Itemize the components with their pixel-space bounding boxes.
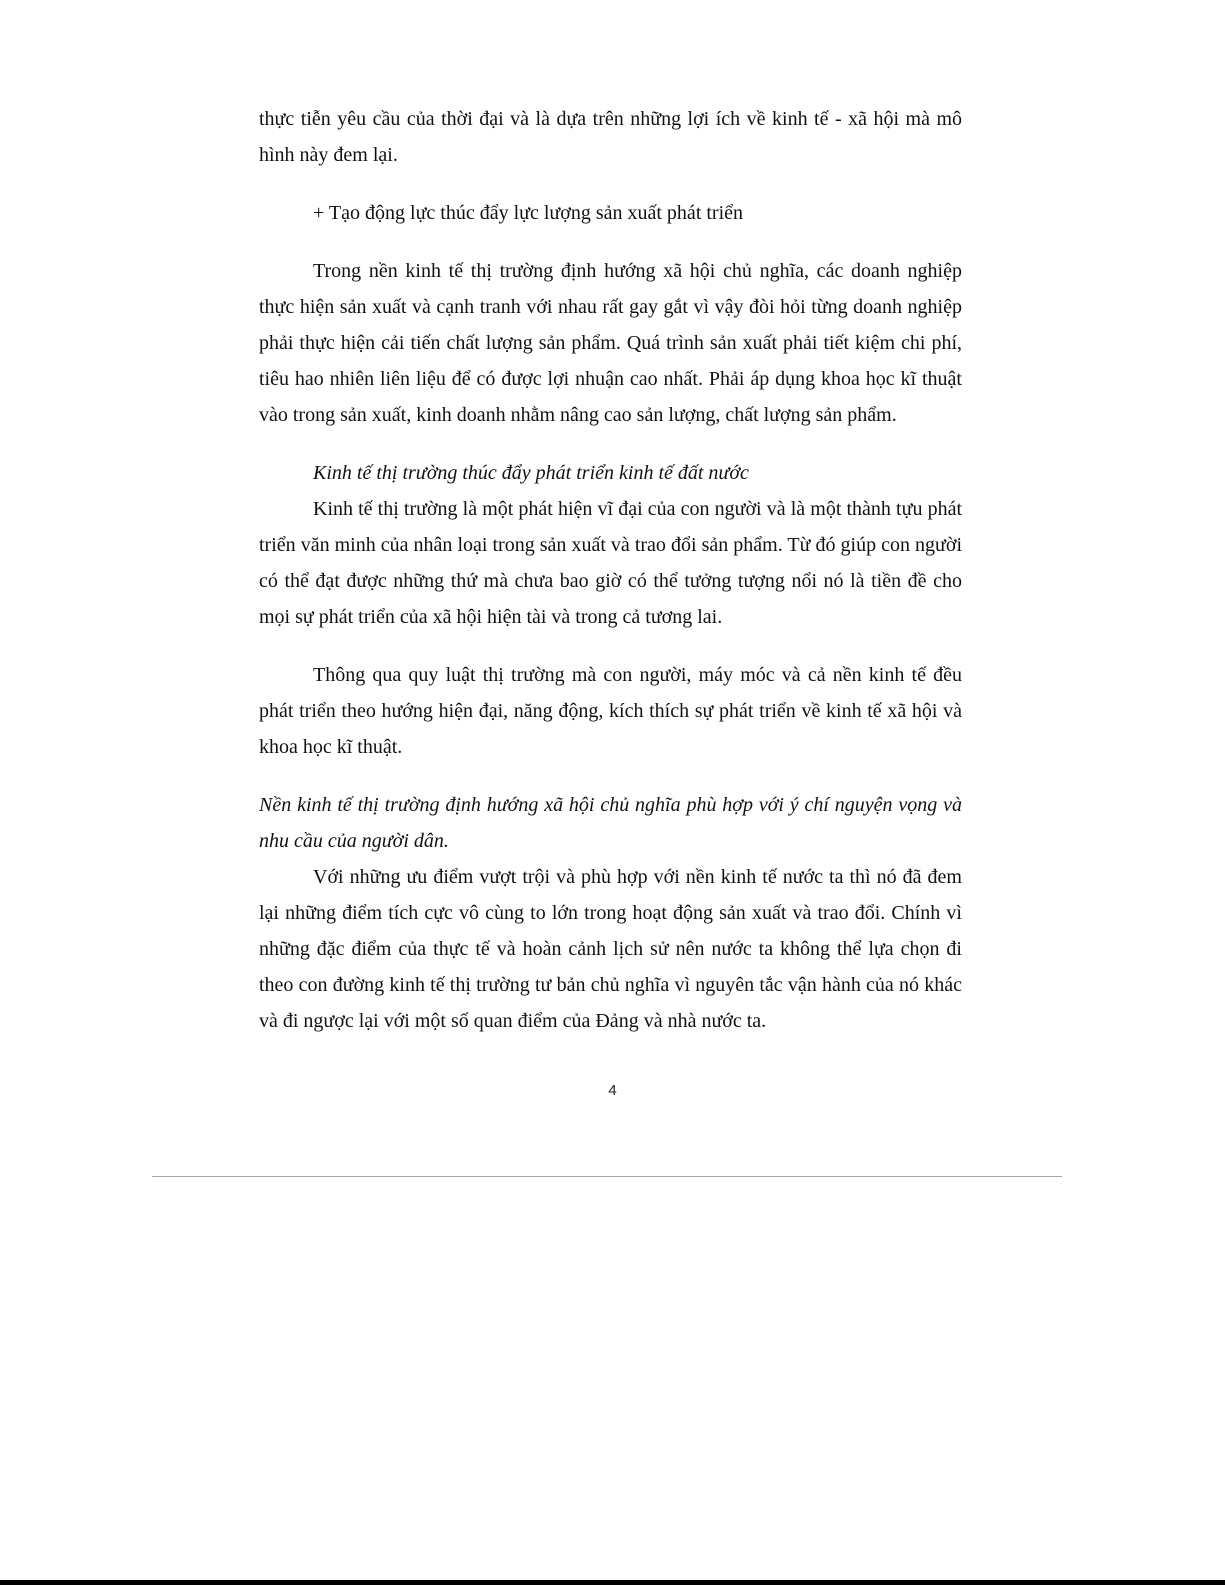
paragraph: Thông qua quy luật thị trường mà con người, máy móc và cả nền kinh tế đều phát triển theo hướng hiện đại, năng động, kích thích sự phát triển về kinh tế xã hội và khoa học kĩ thuật. xyxy=(259,664,962,758)
section-heading-italic: Kinh tế thị trường thúc đẩy phát triển kinh tế đất nước xyxy=(313,462,749,484)
paragraph: Với những ưu điểm vượt trội và phù hợp với nền kinh tế nước ta thì nó đã đem lại những điểm tích cực vô cùng to lớn trong hoạt động sản xuất và trao đổi. Chính vì những đặc điểm của thực tế và hoàn cảnh lịch sử nên nước ta không thể lựa chọn đi theo con đường kinh tế thị trường tư bản chủ nghĩa vì nguyên tắc vận hành của nó khác và đi ngược lại với một số quan điểm của Đảng và nhà nước ta. xyxy=(259,866,962,1032)
paragraph-continuation: thực tiễn yêu cầu của thời đại và là dựa trên những lợi ích về kinh tế - xã hội mà mô hình này đem lại. xyxy=(259,108,962,166)
bullet-heading: + Tạo động lực thúc đẩy lực lượng sản xuất phát triển xyxy=(313,202,744,224)
page-number: 4 xyxy=(608,1082,617,1099)
page-body xyxy=(259,101,962,1039)
paragraph: Trong nền kinh tế thị trường định hướng xã hội chủ nghĩa, các doanh nghiệp thực hiện sản xuất và cạnh tranh với nhau rất gay gắt vì vậy đòi hỏi từng doanh nghiệp phải thực hiện cải tiến chất lượng sản phẩm. Quá trình sản xuất phải tiết kiệm chi phí, tiêu hao nhiên liên liệu để có được lợi nhuận cao nhất. Phải áp dụng khoa học kĩ thuật vào trong sản xuất, kinh doanh nhằm nâng cao sản lượng, chất lượng sản phẩm. xyxy=(259,260,962,426)
bottom-border xyxy=(0,1580,1225,1585)
page-divider xyxy=(152,1176,1062,1177)
paragraph: Kinh tế thị trường là một phát hiện vĩ đại của con người và là một thành tựu phát triển văn minh của nhân loại trong sản xuất và trao đổi sản phẩm. Từ đó giúp con người có thể đạt được những thứ mà chưa bao giờ có thể tưởng tượng nổi nó là tiền đề cho mọi sự phát triển của xã hội hiện tài và trong cả tương lai. xyxy=(259,498,962,628)
section-heading-italic: Nền kinh tế thị trường định hướng xã hội chủ nghĩa phù hợp với ý chí nguyện vọng và nhu cầu của người dân. xyxy=(259,794,962,852)
